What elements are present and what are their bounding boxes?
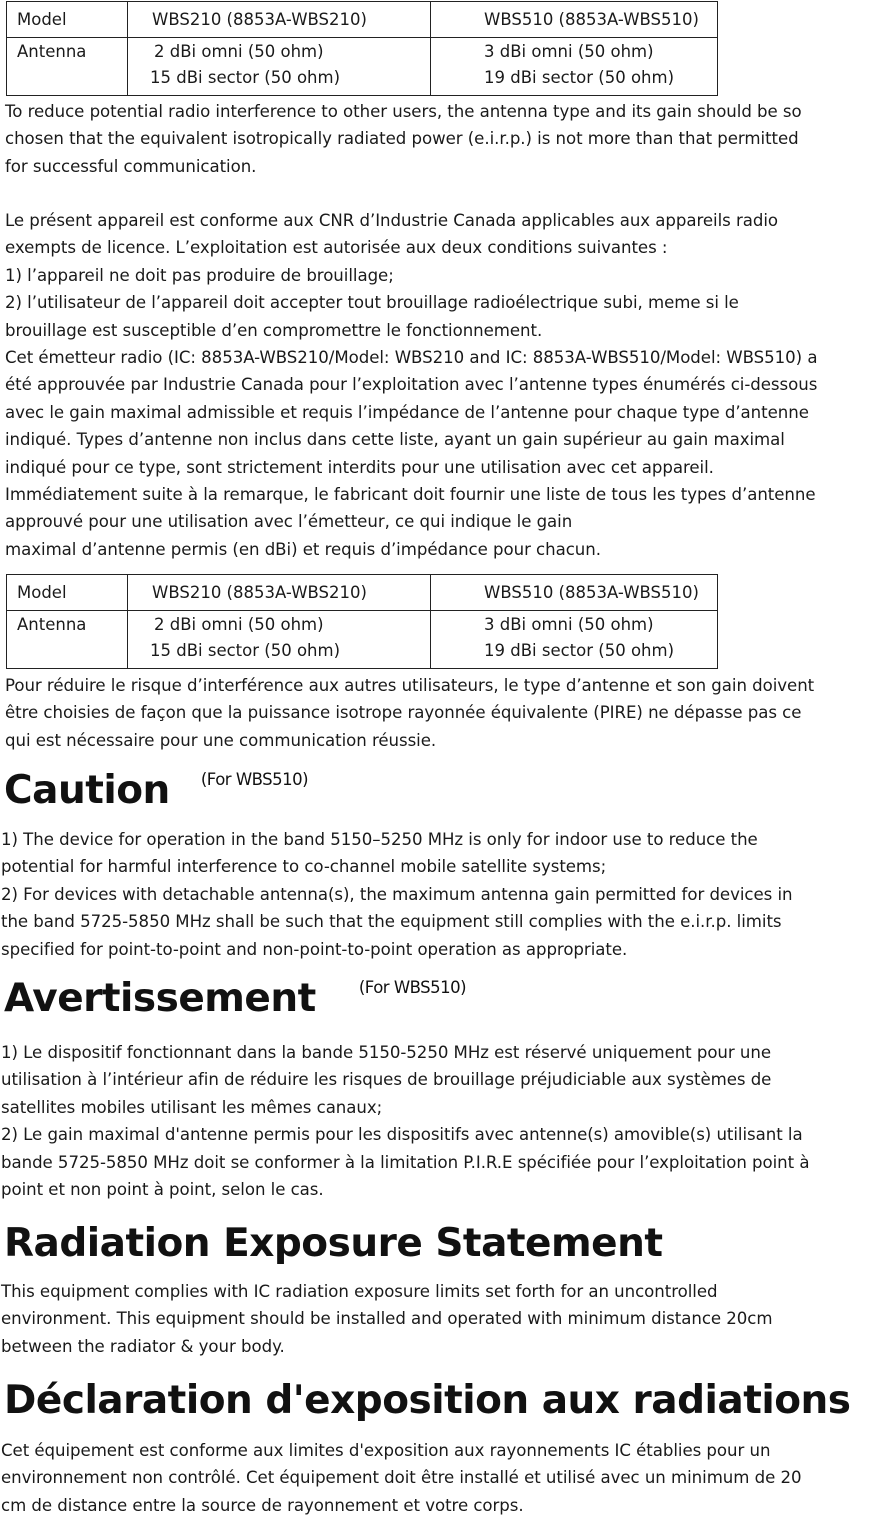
table-header-wbs210: WBS210 (8853A-WBS210) <box>128 575 431 611</box>
text-line: To reduce potential radio interference to other users, the antenna type and its gain should be so <box>5 102 802 121</box>
text-line: environment. This equipment should be installed and operated with minimum distance 20cm <box>1 1309 773 1329</box>
text-line: 2) For devices with detachable antenna(s), the maximum antenna gain permitted for devices in <box>1 884 793 904</box>
text-line: bande 5725-5850 MHz doit se conformer à la limitation P.I.R.E spécifiée pour l’exploitation point à <box>1 1152 810 1172</box>
text-line: chosen that the equivalent isotropically radiated power (e.i.r.p.) is not more than that permitted <box>5 129 799 149</box>
caution-subtitle: (For WBS510) <box>200 770 309 789</box>
text-line: utilisation à l’intérieur afin de réduire les risques de brouillage préjudiciable aux systèmes de <box>1 1070 772 1090</box>
table-row <box>7 575 718 611</box>
antenna-table-1 <box>6 1 718 96</box>
table-cell-wbs510-antennas <box>431 611 718 669</box>
text-line: Immédiatement suite à la remarque, le fabricant doit fournir une liste de tous les types d’antenne <box>5 485 816 505</box>
avertissement-heading <box>4 976 466 1021</box>
text-line: Pour réduire le risque d’interférence aux autres utilisateurs, le type d’antenne et son gain doivent <box>5 676 815 695</box>
table-row <box>7 38 718 96</box>
antenna-omni-wbs510: 3 dBi omni (50 ohm) <box>484 42 654 61</box>
text-line: 1) The device for operation in the band 5150–5250 MHz is only for indoor use to reduce the <box>1 830 758 849</box>
text-line: satellites mobiles utilisant les mêmes canaux; <box>1 1097 383 1117</box>
paragraph-caution <box>1 826 876 963</box>
radiation-heading: Radiation Exposure Statement <box>4 1221 663 1266</box>
table-row-label-antenna: Antenna <box>7 611 128 669</box>
text-line: 2) Le gain maximal d'antenne permis pour les dispositifs avec antenne(s) amovible(s) utilisant la <box>1 1125 803 1145</box>
table-cell-wbs210-antennas <box>128 611 431 669</box>
text-line: être choisies de façon que la puissance isotrope rayonnée équivalente (PIRE) ne dépasse pas ce <box>5 703 802 723</box>
text-line: Cet émetteur radio (IC: 8853A-WBS210/Model: WBS210 and IC: 8853A-WBS510/Model: WBS510) a <box>5 348 818 368</box>
text-line: cm de distance entre la source de rayonnement et votre corps. <box>1 1495 524 1515</box>
antenna-sector-wbs210: 15 dBi sector (50 ohm) <box>150 641 341 660</box>
text-line: point et non point à point, selon le cas. <box>1 1180 324 1200</box>
text-line: indiqué pour ce type, sont strictement interdits pour une utilisation avec cet appareil. <box>5 457 714 477</box>
table-cell-wbs510-antennas <box>431 38 718 96</box>
text-line: été approuvée par Industrie Canada pour l’exploitation avec l’antenne types énumérés ci-dessous <box>5 375 818 395</box>
text-line: environnement non contrôlé. Cet équipement doit être installé et utilisé avec un minimum de 20 <box>1 1468 802 1488</box>
text-line: indiqué. Types d’antenne non inclus dans cette liste, ayant un gain supérieur au gain maximal <box>5 430 785 450</box>
text-line: This equipment complies with IC radiation exposure limits set forth for an uncontrolled <box>1 1282 718 1301</box>
antenna-omni-wbs210: 2 dBi omni (50 ohm) <box>154 42 324 61</box>
paragraph-avertissement <box>1 1039 876 1203</box>
text-line: Cet équipement est conforme aux limites d'exposition aux rayonnements IC établies pour un <box>1 1441 771 1460</box>
text-line: the band 5725-5850 MHz shall be such that the equipment still complies with the e.i.r.p. limits <box>1 912 782 932</box>
text-line: avec le gain maximal admissible et requis l’impédance de l’antenne pour chaque type d’antenne <box>5 402 809 422</box>
text-line: exempts de licence. L’exploitation est autorisée aux deux conditions suivantes : <box>5 238 668 258</box>
antenna-omni-wbs210: 2 dBi omni (50 ohm) <box>154 615 324 634</box>
table-row-label-antenna: Antenna <box>7 38 128 96</box>
text-line: brouillage est susceptible d’en compromettre le fonctionnement. <box>5 320 543 340</box>
table-header-wbs210: WBS210 (8853A-WBS210) <box>128 2 431 38</box>
paragraph-conformity-fr <box>5 207 878 563</box>
text-line: between the radiator & your body. <box>1 1336 285 1356</box>
table-header-wbs510: WBS510 (8853A-WBS510) <box>431 2 718 38</box>
table-row <box>7 2 718 38</box>
text-line: approuvé pour une utilisation avec l’émetteur, ce qui indique le gain <box>5 512 573 532</box>
text-line: 1) l’appareil ne doit pas produire de brouillage; <box>5 265 394 285</box>
text-line: specified for point-to-point and non-point-to-point operation as appropriate. <box>1 939 628 959</box>
avertissement-subtitle: (For WBS510) <box>358 978 467 997</box>
caution-title: Caution <box>4 768 170 813</box>
text-line: 1) Le dispositif fonctionnant dans la bande 5150-5250 MHz est réservé uniquement pour une <box>1 1043 771 1062</box>
table-row <box>7 611 718 669</box>
text-line: qui est nécessaire pour une communication réussie. <box>5 730 437 750</box>
text-line: for successful communication. <box>5 156 257 176</box>
table-cell-wbs210-antennas <box>128 38 431 96</box>
paragraph-declaration <box>1 1437 876 1519</box>
antenna-table-2 <box>6 574 718 669</box>
text-line: maximal d’antenne permis (en dBi) et requis d’impédance pour chacun. <box>5 539 601 559</box>
text-line: Le présent appareil est conforme aux CNR d’Industrie Canada applicables aux appareils radio <box>5 211 779 230</box>
antenna-omni-wbs510: 3 dBi omni (50 ohm) <box>484 615 654 634</box>
paragraph-radiation <box>1 1278 876 1360</box>
text-line: potential for harmful interference to co-channel mobile satellite systems; <box>1 857 607 877</box>
text-line: 2) l’utilisateur de l’appareil doit accepter tout brouillage radioélectrique subi, meme si le <box>5 293 739 313</box>
antenna-sector-wbs510: 19 dBi sector (50 ohm) <box>484 641 675 660</box>
caution-heading <box>4 768 308 813</box>
paragraph-interference-fr <box>5 672 878 754</box>
antenna-sector-wbs210: 15 dBi sector (50 ohm) <box>150 68 341 87</box>
declaration-heading: Déclaration d'exposition aux radiations <box>4 1378 851 1423</box>
table-header-model: Model <box>7 575 128 611</box>
table-header-wbs510: WBS510 (8853A-WBS510) <box>431 575 718 611</box>
antenna-sector-wbs510: 19 dBi sector (50 ohm) <box>484 68 675 87</box>
table-header-model: Model <box>7 2 128 38</box>
avertissement-title: Avertissement <box>4 976 316 1021</box>
paragraph-interference-en <box>5 98 878 180</box>
